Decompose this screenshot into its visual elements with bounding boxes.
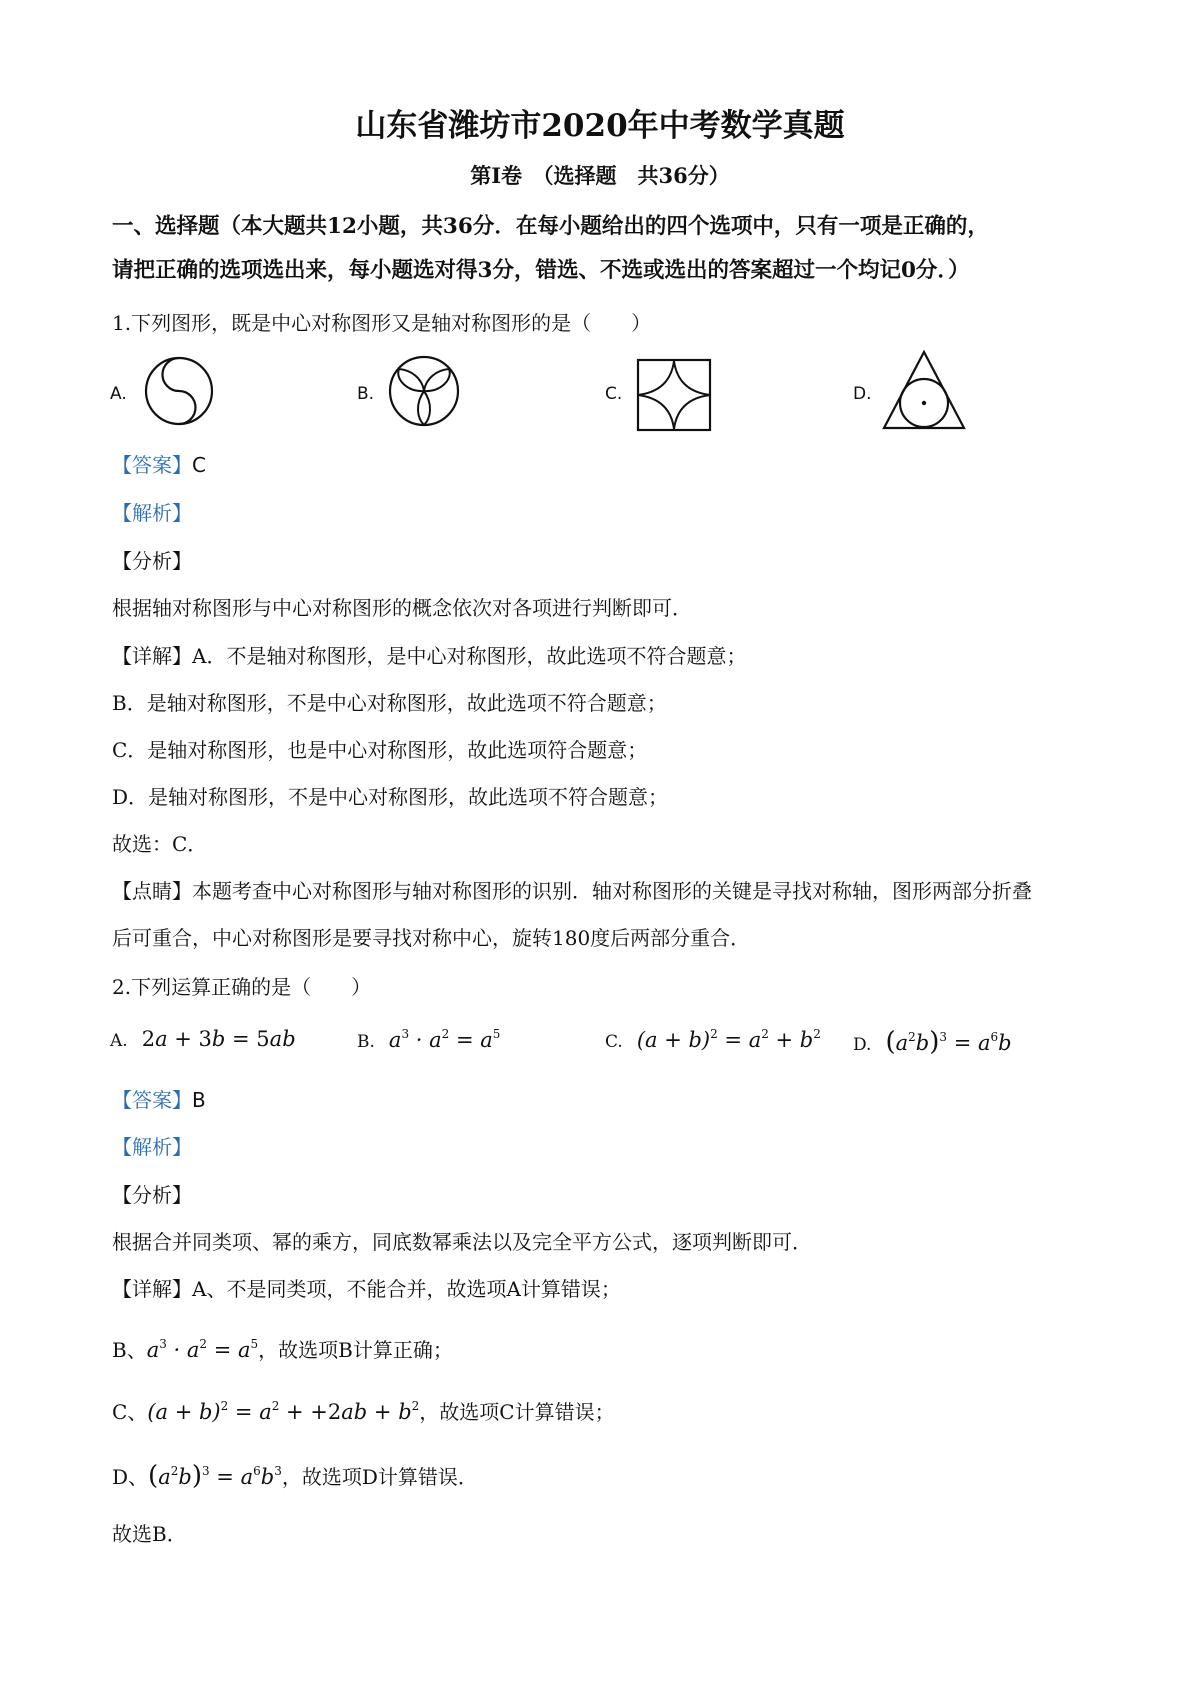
three-petal-figure bbox=[387, 354, 461, 428]
q1-option-d-label: D. bbox=[853, 384, 872, 404]
q1-option-a-label: A. bbox=[110, 384, 127, 404]
q1-detail-a: 【详解】A．不是轴对称图形，是中心对称图形，故此选项不符合题意； bbox=[112, 644, 747, 668]
paper-subtitle: 第Ⅰ卷 （选择题 共36分） bbox=[470, 163, 730, 188]
q2-conclusion: 故选B． bbox=[112, 1522, 187, 1546]
q1-conclusion: 故选：C． bbox=[112, 832, 208, 856]
q2-detail-d-suffix: ，故选项D计算错误． bbox=[281, 1465, 478, 1489]
q2-detail-b-formula: $a^3 \cdot a^2 = a^5$ bbox=[146, 1337, 259, 1362]
square-with-star-figure bbox=[636, 358, 712, 432]
q2-answer bbox=[112, 1086, 206, 1114]
q1-detail-d: D．是轴对称图形，不是中心对称图形，故此选项不符合题意； bbox=[112, 785, 669, 809]
section-instructions-line2: 请把正确的选项选出来，每小题选对得3分，错选、不选或选出的答案超过一个均记0分．） bbox=[112, 258, 970, 283]
q2-detail-c-formula: $(a + b)^2 = a^2 + +2ab + b^2$ bbox=[147, 1399, 420, 1424]
q2-option-d-formula: $(a^2b)^3 = a^6b$ bbox=[885, 1027, 1012, 1057]
q2-option-d bbox=[853, 1027, 1012, 1057]
q1-fenxi-tag: 【分析】 bbox=[112, 549, 192, 573]
q2-option-c-formula: $(a + b)^2 = a^2 + b^2$ bbox=[636, 1027, 821, 1052]
triangle-with-circle-figure bbox=[880, 348, 968, 434]
q2-jiexi-tag: 【解析】 bbox=[112, 1135, 192, 1159]
q2-detail-d bbox=[112, 1457, 478, 1491]
page-title: 山东省潍坊市2020年中考数学真题 bbox=[355, 108, 845, 144]
q2-option-a-formula: 2a + 3b = 5ab bbox=[141, 1027, 296, 1051]
q1-stem: 1.下列图形，既是中心对称图形又是轴对称图形的是（ ） bbox=[112, 311, 652, 335]
q2-option-c bbox=[605, 1027, 821, 1052]
q1-jiexi-tag: 【解析】 bbox=[112, 501, 192, 525]
q1-answer bbox=[112, 451, 206, 479]
q2-detail-b-suffix: ，故选项B计算正确； bbox=[258, 1338, 453, 1362]
answer-tag: 【答案】 bbox=[112, 453, 192, 477]
q1-detail-c: C．是轴对称图形，也是中心对称图形，故此选项符合题意； bbox=[112, 738, 648, 762]
q2-option-a bbox=[110, 1027, 296, 1051]
answer-tag: 【答案】 bbox=[112, 1088, 192, 1112]
q2-detail-d-prefix: D、 bbox=[112, 1465, 149, 1489]
q1-dianjing-line1: 【点睛】本题考查中心对称图形与轴对称图形的识别．轴对称图形的关键是寻找对称轴，图形两部分折叠 bbox=[112, 879, 1032, 903]
q1-fenxi: 根据轴对称图形与中心对称图形的概念依次对各项进行判断即可． bbox=[112, 596, 692, 620]
q2-fenxi-tag: 【分析】 bbox=[112, 1183, 192, 1207]
answer-value: B bbox=[192, 1088, 206, 1112]
section-instructions-line1: 一、选择题（本大题共12小题，共36分．在每小题给出的四个选项中，只有一项是正确的， bbox=[112, 214, 989, 239]
q2-detail-a: 【详解】A、不是同类项，不能合并，故选项A计算错误； bbox=[112, 1277, 621, 1301]
q2-detail-b-prefix: B、 bbox=[112, 1338, 147, 1362]
q2-option-d-label: D. bbox=[853, 1035, 872, 1055]
q2-detail-d-formula: $(a^2b)^3 = a^6b^3$ bbox=[148, 1461, 282, 1491]
q2-option-b-label: B. bbox=[357, 1032, 375, 1052]
q2-detail-c-prefix: C、 bbox=[112, 1400, 148, 1424]
q2-option-a-label: A. bbox=[110, 1031, 128, 1051]
q1-detail-b: B．是轴对称图形，不是中心对称图形，故此选项不符合题意； bbox=[112, 691, 667, 715]
q2-stem: 2.下列运算正确的是（ ） bbox=[112, 975, 372, 999]
q2-option-c-label: C. bbox=[605, 1032, 623, 1052]
answer-value: C bbox=[192, 453, 206, 477]
q2-detail-b bbox=[112, 1330, 453, 1364]
q1-option-c-label: C. bbox=[605, 384, 623, 404]
q2-detail-c bbox=[112, 1392, 615, 1426]
q2-option-b bbox=[357, 1027, 500, 1052]
q1-option-b-label: B. bbox=[357, 384, 375, 404]
q2-detail-c-suffix: ，故选项C计算错误； bbox=[419, 1400, 615, 1424]
q1-dianjing-line2: 后可重合，中心对称图形是要寻找对称中心，旋转180度后两部分重合． bbox=[112, 926, 751, 950]
yin-yang-figure bbox=[143, 355, 215, 427]
q2-option-b-formula: $a^3 \cdot a^2 = a^5$ bbox=[388, 1027, 501, 1052]
q2-fenxi: 根据合并同类项、幂的乘方，同底数幂乘法以及完全平方公式，逐项判断即可． bbox=[112, 1230, 812, 1254]
